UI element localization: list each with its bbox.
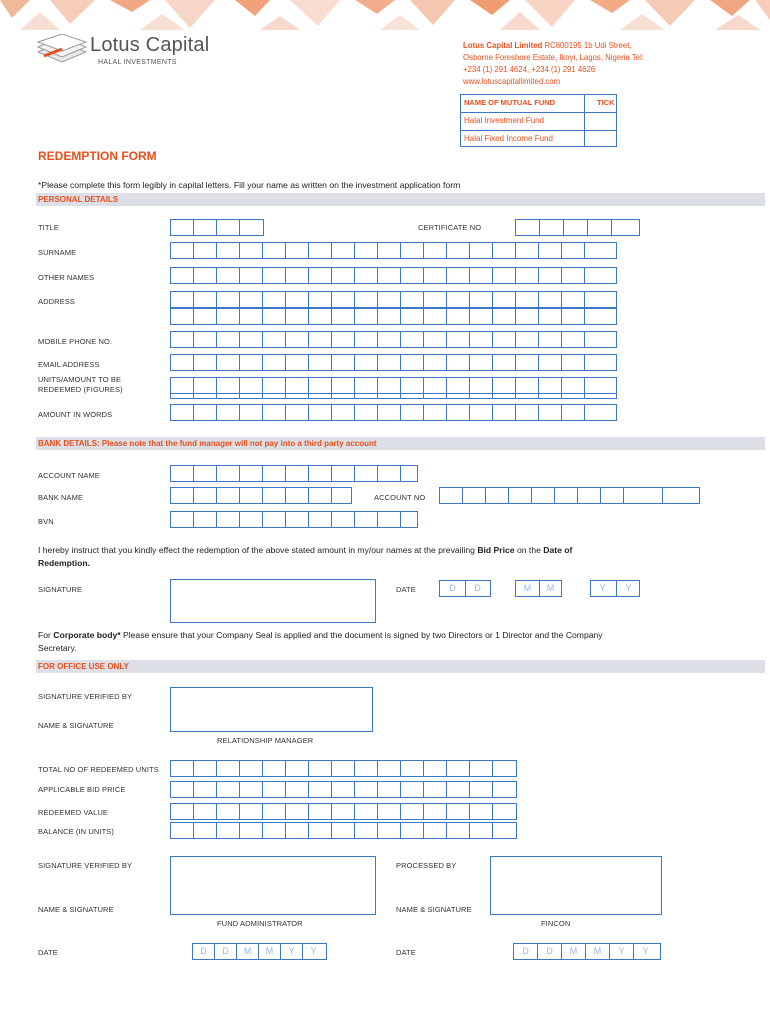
bvn-field[interactable] [170,511,418,528]
applicable-bid-price-label: APPLICABLE BID PRICE [38,785,126,794]
redeemed-value-label: REDEEMED VALUE [38,808,109,817]
amount-in-words-field[interactable] [170,404,617,421]
name-signature-label: NAME & SIGNATURE [38,721,114,730]
email-field[interactable] [170,354,617,371]
balance-units-label: BALANCE (IN UNITS) [38,827,114,836]
section-office-use: FOR OFFICE USE ONLY [36,660,765,673]
mutual-fund-table [460,94,617,147]
surname-label: SURNAME [38,248,77,257]
mobile-phone-label: MOBILE PHONE NO. [38,337,113,346]
fund-option-halal-fixed-income: Halal Fixed Income Fund [464,134,553,143]
redeemed-value-field[interactable] [170,803,517,820]
title-label: TITLE [38,223,59,232]
tick-box-halal-fixed-income[interactable] [585,131,616,146]
address-field-line-2[interactable] [170,308,617,325]
title-field[interactable] [170,219,264,236]
certificate-no-label: CERTIFICATE NO [418,223,482,232]
account-no-field[interactable] [439,487,700,504]
balance-units-field[interactable] [170,822,517,839]
units-amount-field-line-2[interactable] [170,394,617,399]
logo-tagline: HALAL INVESTMENTS [98,59,177,66]
other-names-label: OTHER NAMES [38,273,95,282]
fund-option-halal-investment: Halal Investment Fund [464,116,545,125]
signature-date-label: DATE [396,585,416,594]
section-bank-details: BANK DETAILS: Please note that the fund manager will not pay into a third party account [36,437,765,450]
sig-verified-label-2: SIGNATURE VERIFIED BY [38,861,133,870]
signature-date-year[interactable]: Y Y [590,580,640,597]
form-title: REDEMPTION FORM [38,149,157,163]
bank-name-label: BANK NAME [38,493,84,502]
signature-label: SIGNATURE [38,585,83,594]
decorative-banner [0,0,770,30]
relationship-manager-label: RELATIONSHIP MANAGER [217,736,314,745]
bank-name-field[interactable] [170,487,352,504]
relationship-manager-signature-box[interactable] [170,687,373,732]
logo-name: Lotus Capital [90,34,210,56]
tick-header: TICK [597,98,615,107]
section-personal-details: PERSONAL DETAILS [36,193,765,206]
lotus-capital-logo-icon [36,34,88,64]
fincon-label: FINCON [541,919,571,928]
company-address: Lotus Capital Limited RC600195 1b Udi Street, Osborne Foreshore Estate, Ikoyi, Lagos, Nigeria Tel: +234 (1) 291 4624, +234 (1) 291 4626 www.lotuscapitallimited.com [463,41,645,86]
declaration-text: I hereby instruct that you kindly effect the redemption of the above stated amount in my/our names at the prevailing Bid Price on the Date of Redemption. [38,545,573,568]
signature-box[interactable] [170,579,376,623]
units-amount-label: UNITS/AMOUNT TO BE REDEEMED (FIGURES) [38,375,123,394]
account-name-field[interactable] [170,465,418,482]
units-amount-field-line-1[interactable] [170,377,617,394]
signature-date-month[interactable]: M M [515,580,562,597]
total-redeemed-units-field[interactable] [170,760,517,777]
account-no-label: ACCOUNT NO [374,493,426,502]
office-date-label-1: DATE [38,948,58,957]
name-signature-label-2: NAME & SIGNATURE [38,905,114,914]
account-name-label: ACCOUNT NAME [38,471,100,480]
fund-administrator-label: FUND ADMINISTRATOR [217,919,303,928]
email-label: EMAIL ADDRESS [38,360,100,369]
sig-verified-label: SIGNATURE VERIFIED BY [38,692,133,701]
address-field-line-1[interactable] [170,291,617,308]
applicable-bid-price-field[interactable] [170,781,517,798]
fund-name-header: NAME OF MUTUAL FUND [464,98,556,107]
amount-in-words-label: AMOUNT IN WORDS [38,410,113,419]
office-date-field-1[interactable]: D D M M Y Y [192,943,327,960]
instructions: *Please complete this form legibly in capital letters. Fill your name as written on the investment application form [38,180,461,190]
office-date-field-2[interactable]: D D M M Y Y [513,943,661,960]
mobile-phone-field[interactable] [170,331,617,348]
address-label: ADDRESS [38,297,75,306]
fund-administrator-signature-box[interactable] [170,856,376,915]
fincon-signature-box[interactable] [490,856,662,915]
surname-field[interactable] [170,242,617,259]
tick-box-halal-investment[interactable] [585,113,616,130]
corporate-note: For Corporate body* Please ensure that your Company Seal is applied and the document is signed by two Directors or 1 Director and the Company Secretary. [38,630,603,653]
name-signature-label-3: NAME & SIGNATURE [396,905,472,914]
processed-by-label: PROCESSED BY [396,861,457,870]
signature-date-day[interactable]: D D [439,580,491,597]
office-date-label-2: DATE [396,948,416,957]
bvn-label: BVN [38,517,54,526]
other-names-field[interactable] [170,267,617,284]
certificate-no-field[interactable] [515,219,640,236]
total-redeemed-units-label: TOTAL NO OF REDEEMED UNITS [38,765,159,774]
company-legal-name: Lotus Capital Limited [463,41,543,50]
